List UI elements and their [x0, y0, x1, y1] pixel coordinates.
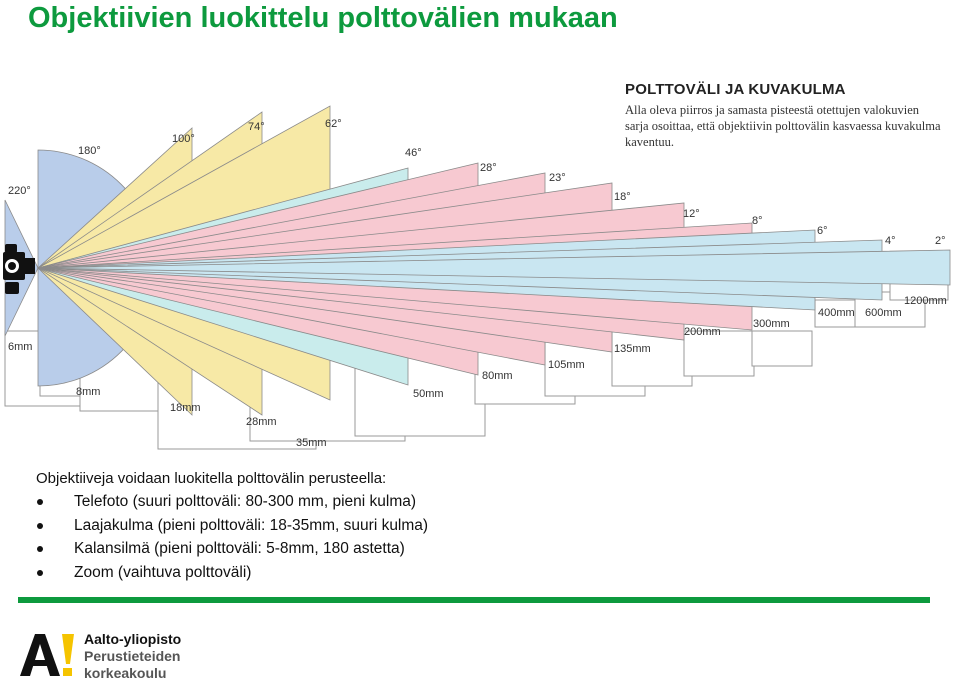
angle-label: 2° [935, 235, 946, 247]
divider [18, 597, 930, 603]
angle-label: 220° [8, 185, 31, 197]
angle-label: 100° [172, 133, 195, 145]
slide-title: Objektiivien luokittelu polttovälien mukaan [28, 2, 618, 34]
fov-wedges [5, 106, 950, 415]
focal-label: 200mm [684, 326, 721, 338]
angle-label: 8° [752, 215, 763, 227]
logo-name: Aalto-yliopisto [84, 631, 182, 647]
focal-label: 35mm [296, 437, 327, 449]
focal-label: 18mm [170, 402, 201, 414]
focal-label: 80mm [482, 370, 513, 382]
diagram-caption: Alla oleva piirros ja samasta pisteestä otettujen valokuvien sarja osoittaa, että objektiivin polttovälin kasvaessa kuvakulma kaventuu. [625, 103, 941, 149]
diagram-heading: POLTTOVÄLI JA KUVAKULMA [625, 81, 846, 98]
angle-label: 23° [549, 172, 566, 184]
angle-label: 180° [78, 145, 101, 157]
angle-label: 62° [325, 118, 342, 130]
focal-label: 105mm [548, 359, 585, 371]
intro-text: Objektiiveja voidaan luokitella polttovälin perusteella: [36, 470, 387, 487]
focal-label: 6mm [8, 341, 33, 353]
focal-label: 28mm [246, 416, 277, 428]
aalto-logo-mark [18, 632, 76, 678]
list-item: Laajakulma (pieni polttoväli: 18-35mm, suuri kulma) [36, 514, 428, 538]
logo-unit-line2: korkeakoulu [84, 665, 167, 681]
angle-label: 28° [480, 162, 497, 174]
focal-label: 135mm [614, 343, 651, 355]
angle-label: 12° [683, 208, 700, 220]
angle-label: 18° [614, 191, 631, 203]
focal-label: 1200mm [904, 295, 947, 307]
list-item: Telefoto (suuri polttoväli: 80-300 mm, pieni kulma) [36, 490, 428, 514]
bullet-list [36, 490, 428, 584]
angle-label: 6° [817, 225, 828, 237]
focal-label: 300mm [753, 318, 790, 330]
angle-label: 46° [405, 147, 422, 159]
list-item: Zoom (vaihtuva polttoväli) [36, 561, 428, 585]
focal-label: 50mm [413, 388, 444, 400]
focal-label: 600mm [865, 307, 902, 319]
focal-label: 8mm [76, 386, 101, 398]
frame-300mm [752, 331, 812, 366]
logo-unit-line1: Perustieteiden [84, 648, 181, 664]
list-item: Kalansilmä (pieni polttoväli: 5-8mm, 180 astetta) [36, 537, 428, 561]
angle-label: 74° [248, 121, 265, 133]
angle-label: 4° [885, 235, 896, 247]
focal-label: 400mm [818, 307, 855, 319]
